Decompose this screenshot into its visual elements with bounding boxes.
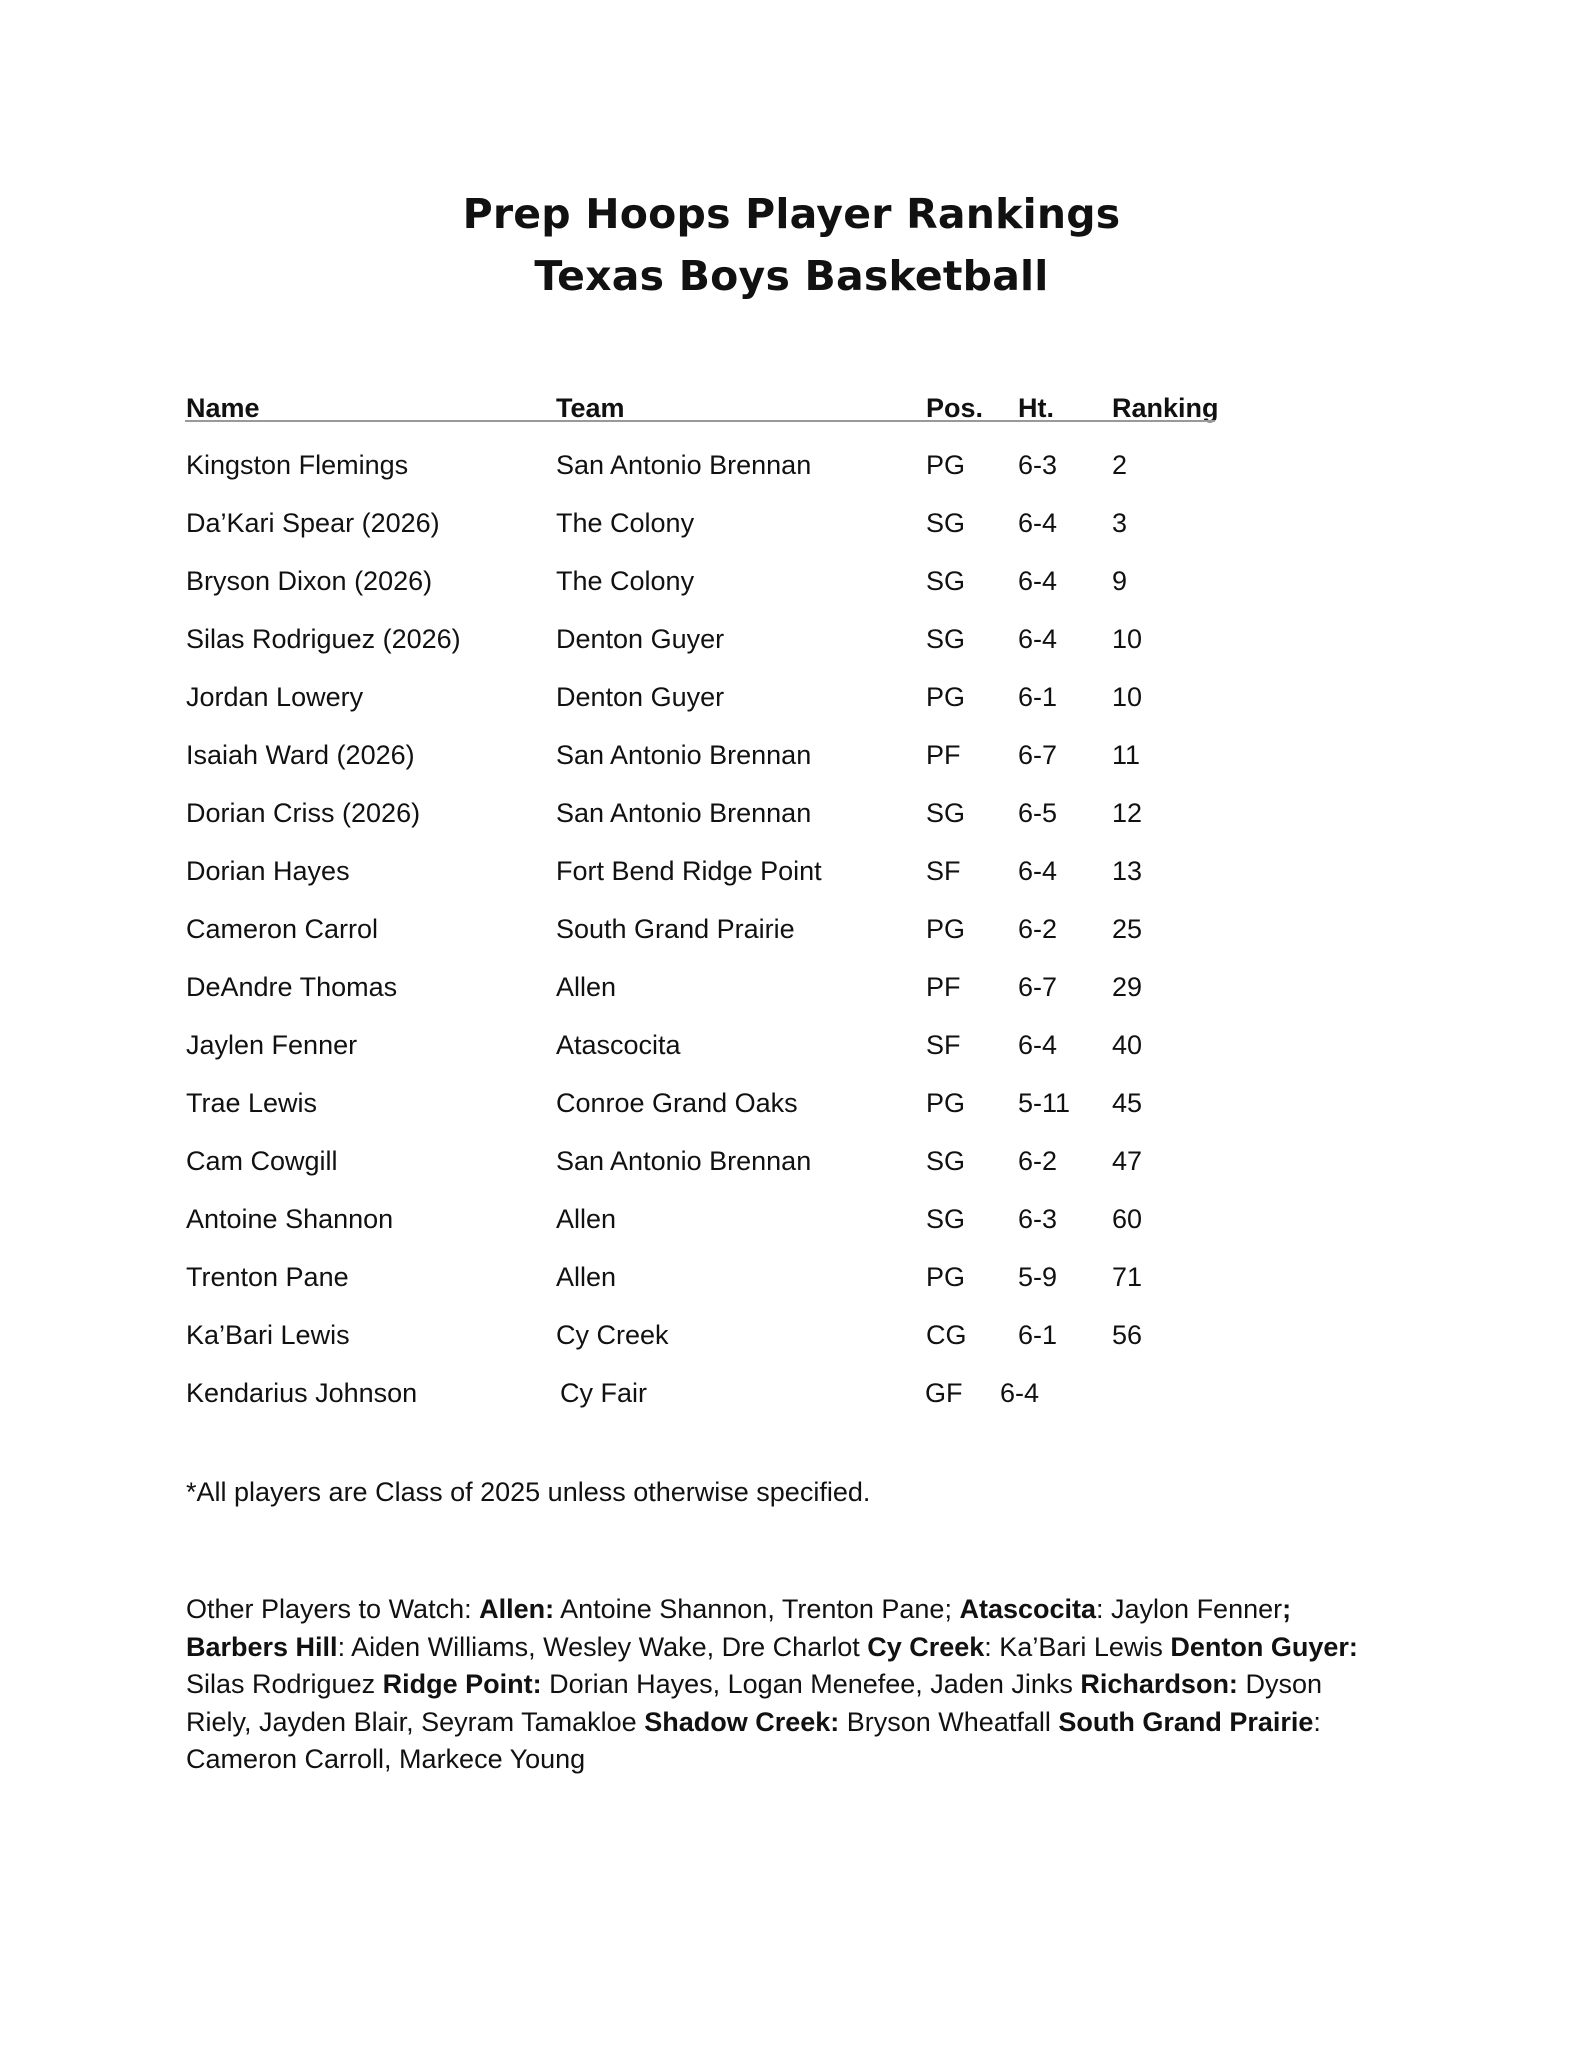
watch-text: : Jaylon Fenner	[1096, 1594, 1283, 1624]
player-name: Jaylen Fenner	[186, 1030, 358, 1060]
player-height: 6-3	[1018, 450, 1058, 480]
player-name: Kingston Flemings	[186, 450, 409, 480]
column-header-pos: Pos.	[926, 393, 984, 423]
player-position: SG	[926, 566, 966, 596]
player-height: 6-4	[1018, 624, 1058, 654]
player-position: SF	[926, 856, 961, 886]
school-name: Allen:	[479, 1594, 555, 1624]
player-team: The Colony	[556, 566, 695, 596]
page-subtitle: Texas Boys Basketball	[534, 252, 1049, 300]
player-ranking: 40	[1112, 1030, 1143, 1060]
player-height: 6-3	[1018, 1204, 1058, 1234]
class-note: *All players are Class of 2025 unless otherwise specified.	[186, 1477, 871, 1507]
player-ranking: 9	[1112, 566, 1128, 596]
player-height: 6-1	[1018, 1320, 1058, 1350]
player-name: Cam Cowgill	[186, 1146, 338, 1176]
player-team: San Antonio Brennan	[556, 450, 812, 480]
player-name: Trenton Pane	[186, 1262, 349, 1292]
watch-text: Bryson Wheatfall	[839, 1706, 1059, 1737]
player-height: 6-2	[1018, 914, 1058, 944]
player-ranking: 13	[1112, 856, 1143, 886]
player-position: PG	[926, 914, 966, 944]
player-name: Ka’Bari Lewis	[186, 1320, 350, 1350]
player-team: San Antonio Brennan	[556, 798, 812, 828]
watch-text: : Ka’Bari Lewis	[984, 1631, 1171, 1662]
player-ranking: 3	[1112, 508, 1128, 538]
player-name: Silas Rodriguez (2026)	[186, 624, 461, 654]
column-header-ht: Ht.	[1018, 393, 1054, 423]
column-header-name: Name	[186, 393, 260, 423]
player-position: SG	[926, 508, 966, 538]
player-team: Denton Guyer	[556, 624, 725, 654]
school-name: South Grand Prairie	[1058, 1706, 1314, 1737]
school-name: Shadow Creek:	[644, 1706, 840, 1737]
player-team: San Antonio Brennan	[556, 740, 812, 770]
school-name: Ridge Point:	[382, 1669, 542, 1699]
player-name: Trae Lewis	[186, 1088, 318, 1118]
player-ranking: 2	[1112, 450, 1128, 480]
player-ranking: 71	[1112, 1262, 1143, 1292]
player-position: GF	[925, 1378, 963, 1408]
player-ranking: 10	[1112, 682, 1143, 712]
player-ranking: 25	[1112, 914, 1143, 944]
players-to-watch-paragraph	[186, 1591, 1376, 1779]
watch-text: Dyson Riely, Jayden Blair, Seyram Tamakloe	[186, 1669, 1322, 1737]
player-team: Allen	[556, 972, 617, 1002]
column-header-ranking: Ranking	[1112, 393, 1219, 423]
player-ranking: 12	[1112, 798, 1143, 828]
school-name: Barbers Hill	[186, 1631, 338, 1662]
school-name: Denton Guyer:	[1170, 1631, 1358, 1662]
player-name: Cameron Carrol	[186, 914, 379, 944]
player-team: Cy Fair	[560, 1378, 647, 1408]
player-height: 6-4	[1000, 1378, 1040, 1408]
player-position: PG	[926, 682, 966, 712]
school-name: Atascocita	[959, 1594, 1097, 1624]
player-name: Jordan Lowery	[186, 682, 364, 712]
player-name: Dorian Hayes	[186, 856, 350, 886]
player-position: SG	[926, 798, 966, 828]
player-height: 5-11	[1018, 1088, 1071, 1118]
player-height: 5-9	[1018, 1262, 1058, 1292]
player-position: SF	[926, 1030, 961, 1060]
player-height: 6-5	[1018, 798, 1058, 828]
watch-text: Dorian Hayes, Logan Menefee, Jaden Jinks	[541, 1669, 1081, 1699]
player-height: 6-4	[1018, 508, 1058, 538]
player-team: Denton Guyer	[556, 682, 725, 712]
player-ranking: 60	[1112, 1204, 1143, 1234]
school-name: Richardson:	[1080, 1669, 1238, 1699]
player-position: CG	[926, 1320, 967, 1350]
player-team: San Antonio Brennan	[556, 1146, 812, 1176]
player-team: Conroe Grand Oaks	[556, 1088, 798, 1118]
player-team: The Colony	[556, 508, 695, 538]
player-ranking: 45	[1112, 1088, 1143, 1118]
player-ranking: 11	[1112, 740, 1141, 770]
school-name: Cy Creek	[867, 1631, 985, 1662]
player-team: Cy Creek	[556, 1320, 669, 1350]
player-name: Bryson Dixon (2026)	[186, 566, 433, 596]
player-ranking: 10	[1112, 624, 1143, 654]
column-header-team: Team	[556, 393, 625, 423]
player-ranking: 29	[1112, 972, 1143, 1002]
player-name: Kendarius Johnson	[186, 1378, 418, 1408]
player-name: Dorian Criss (2026)	[186, 798, 421, 828]
player-height: 6-4	[1018, 856, 1058, 886]
header-underline	[185, 420, 1215, 422]
player-team: South Grand Prairie	[556, 914, 795, 944]
player-position: SG	[926, 1204, 966, 1234]
watch-text: Silas Rodriguez	[186, 1669, 383, 1699]
player-position: PF	[926, 740, 961, 770]
player-team: Allen	[556, 1262, 617, 1292]
player-team: Fort Bend Ridge Point	[556, 856, 822, 886]
page-title: Prep Hoops Player Rankings	[462, 190, 1121, 238]
player-position: PG	[926, 1088, 966, 1118]
player-team: Allen	[556, 1204, 617, 1234]
player-name: DeAndre Thomas	[186, 972, 398, 1002]
watch-text: : Cameron Carroll, Markece Young	[186, 1706, 1321, 1774]
player-position: SG	[926, 624, 966, 654]
player-name: Da’Kari Spear (2026)	[186, 508, 440, 538]
player-name: Isaiah Ward (2026)	[186, 740, 415, 770]
player-height: 6-2	[1018, 1146, 1058, 1176]
player-position: PG	[926, 450, 966, 480]
player-position: PG	[926, 1262, 966, 1292]
watch-text: Other Players to Watch:	[186, 1594, 480, 1624]
player-team: Atascocita	[556, 1030, 681, 1060]
watch-text: : Aiden Williams, Wesley Wake, Dre Charlot	[337, 1631, 868, 1662]
player-height: 6-7	[1018, 972, 1058, 1002]
player-ranking: 47	[1112, 1146, 1143, 1176]
player-height: 6-1	[1018, 682, 1058, 712]
player-name: Antoine Shannon	[186, 1204, 394, 1234]
player-ranking: 56	[1112, 1320, 1143, 1350]
player-height: 6-7	[1018, 740, 1058, 770]
player-height: 6-4	[1018, 1030, 1058, 1060]
watch-text: Antoine Shannon, Trenton Pane;	[554, 1594, 960, 1624]
player-position: PF	[926, 972, 961, 1002]
school-name: ;	[1282, 1594, 1292, 1624]
player-position: SG	[926, 1146, 966, 1176]
player-height: 6-4	[1018, 566, 1058, 596]
